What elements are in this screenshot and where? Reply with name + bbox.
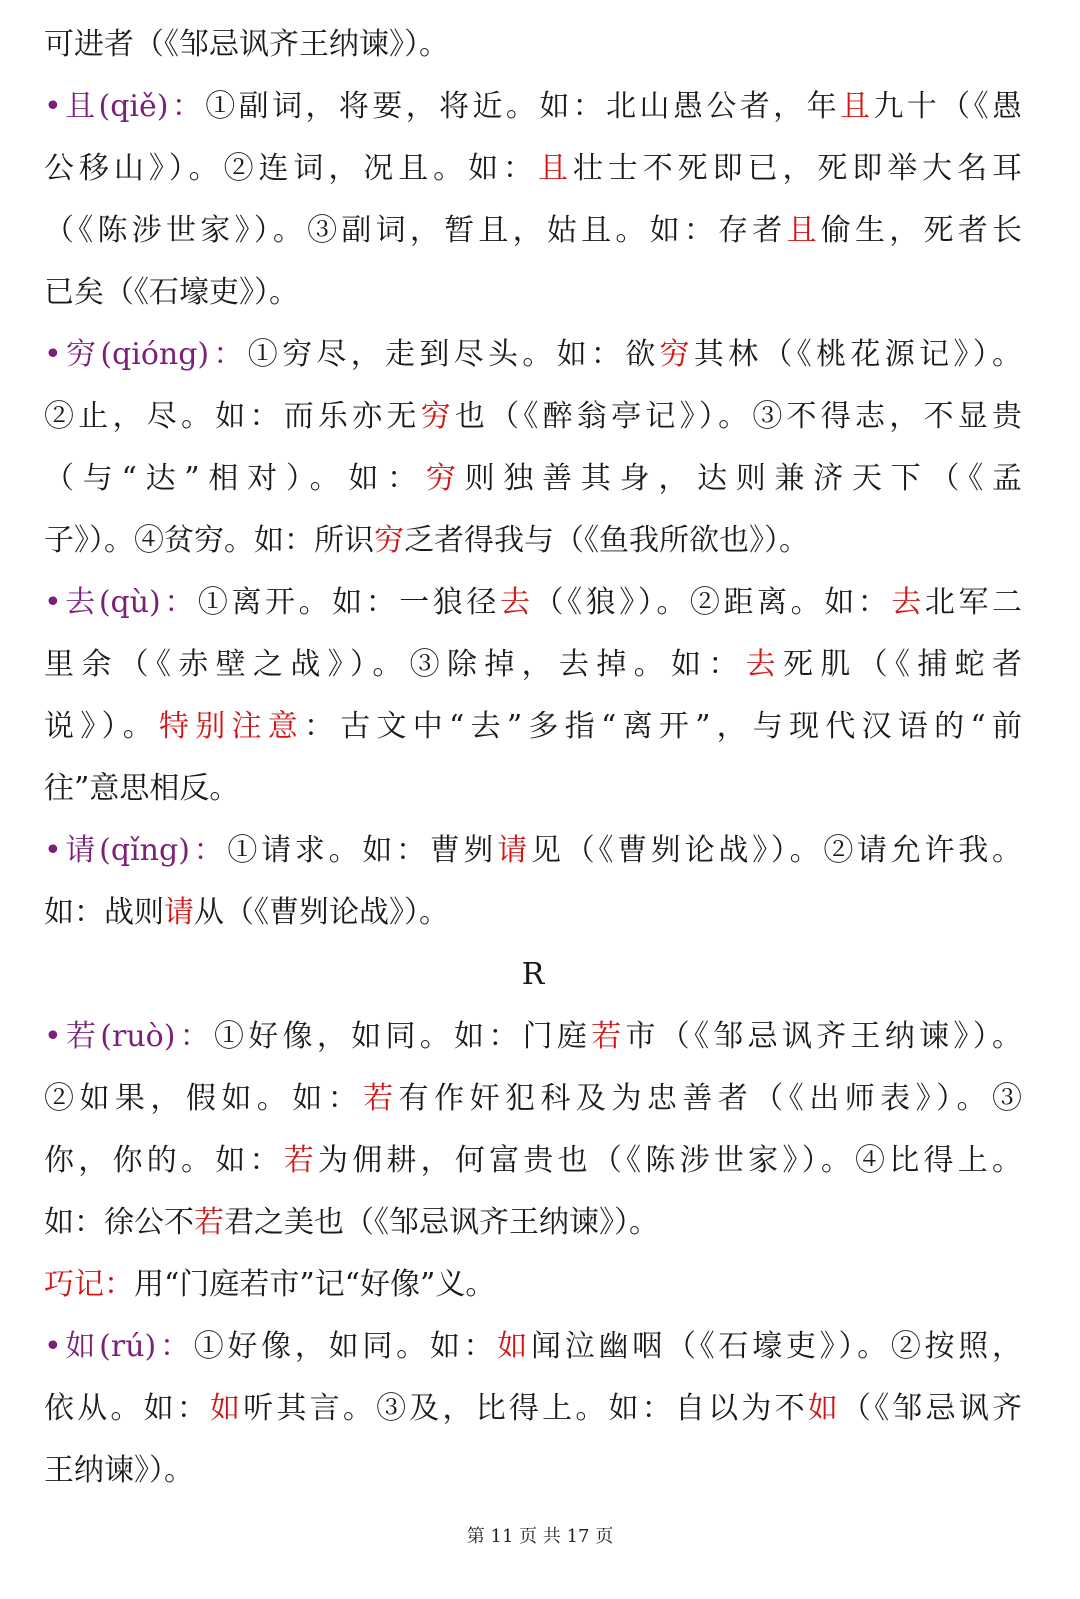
text-line: 里余（《赤壁之战》）。③除掉，去掉。如：去死肌（《捕蛇者 bbox=[44, 647, 1022, 682]
section-letter-heading: R bbox=[521, 957, 545, 992]
highlight-char: 请 bbox=[164, 895, 194, 930]
text-line: （《陈涉世家》）。③副词，暂且，姑且。如：存者且偷生，死者长 bbox=[44, 213, 1022, 248]
document-body bbox=[44, 14, 1022, 1502]
entry-qie-line: •且(qiě)：①副词，将要，将近。如：北山愚公者，年且九十（《愚 bbox=[44, 89, 1022, 124]
highlight-char: 穷 bbox=[374, 523, 404, 558]
highlight-char: 去 bbox=[891, 585, 925, 620]
highlight-char: 且 bbox=[839, 89, 874, 124]
text-line: 子》）。④贫穷。如：所识穷乏者得我与（《鱼我所欲也》）。 bbox=[44, 523, 809, 558]
entry-qu-line: •去(qù)：①离开。如：一狼径去（《狼》）。②距离。如：去北军二 bbox=[44, 585, 1022, 620]
mnemonic-line: 巧记：用“门庭若市”记“好像”义。 bbox=[44, 1267, 496, 1302]
text-line: ②如果，假如。如：若有作奸犯科及为忠善者（《出师表》）。③ bbox=[44, 1081, 1022, 1116]
mnemonic-label: 巧记： bbox=[44, 1267, 134, 1302]
entry-qing-line: •请(qǐng)：①请求。如：曹刿请见（《曹刿论战》）。②请允许我。 bbox=[44, 833, 1022, 868]
headword-qing: •请(qǐng)： bbox=[44, 833, 228, 868]
highlight-char: 如 bbox=[807, 1391, 842, 1426]
entry-qiong-line: •穷(qióng)：①穷尽，走到尽头。如：欲穷其林（《桃花源记》）。 bbox=[44, 337, 1022, 372]
highlight-char: 穷 bbox=[420, 399, 455, 434]
text-line: 王纳谏》）。 bbox=[44, 1453, 194, 1488]
highlight-char: 穷 bbox=[425, 461, 465, 496]
special-note-label: 特别注意 bbox=[159, 709, 305, 744]
text-line: 可进者（《邹忌讽齐王纳谏》）。 bbox=[44, 27, 449, 62]
headword-ru: •如(rú)： bbox=[44, 1329, 194, 1364]
text-line: 如：战则请从（《曹刿论战》）。 bbox=[44, 895, 449, 930]
page-number-footer: 第 11 页 共 17 页 bbox=[466, 1526, 614, 1547]
highlight-char: 如 bbox=[210, 1391, 244, 1426]
highlight-char: 若 bbox=[283, 1143, 318, 1178]
text-line: 你，你的。如：若为佣耕，何富贵也（《陈涉世家》）。④比得上。 bbox=[44, 1143, 1022, 1178]
highlight-char: 且 bbox=[786, 213, 821, 248]
text-line: 如：徐公不若君之美也（《邹忌讽齐王纳谏》）。 bbox=[44, 1205, 659, 1240]
text-line: 说》）。特别注意：古文中“去”多指“离开”，与现代汉语的“前 bbox=[44, 709, 1022, 744]
text-line: 依从。如：如听其言。③及，比得上。如：自以为不如（《邹忌讽齐 bbox=[44, 1391, 1022, 1426]
highlight-char: 若 bbox=[591, 1019, 626, 1054]
text-line: （与“达”相对）。如：穷则独善其身，达则兼济天下（《孟 bbox=[44, 461, 1022, 496]
text-line: 公移山》）。②连词，况且。如：且壮士不死即已，死即举大名耳 bbox=[44, 151, 1022, 186]
headword-qie: •且(qiě)： bbox=[44, 89, 206, 124]
text-line: 已矣（《石壕吏》）。 bbox=[44, 275, 299, 310]
headword-qu: •去(qù)： bbox=[44, 585, 198, 620]
highlight-char: 若 bbox=[194, 1205, 224, 1240]
highlight-char: 如 bbox=[497, 1329, 532, 1364]
entry-ru-line: •如(rú)：①好像，如同。如：如闻泣幽咽（《石壕吏》）。②按照， bbox=[44, 1329, 1022, 1364]
highlight-char: 若 bbox=[363, 1081, 399, 1116]
highlight-char: 去 bbox=[499, 585, 534, 620]
highlight-char: 且 bbox=[537, 151, 573, 186]
headword-qiong: •穷(qióng)： bbox=[44, 337, 248, 372]
highlight-char: 请 bbox=[497, 833, 531, 868]
highlight-char: 穷 bbox=[659, 337, 694, 372]
headword-ruo: •若(ruò)： bbox=[44, 1019, 214, 1054]
entry-ruo-line: •若(ruò)：①好像，如同。如：门庭若市（《邹忌讽齐王纳谏》）。 bbox=[44, 1019, 1022, 1054]
highlight-char: 去 bbox=[745, 647, 784, 682]
text-line: ②止，尽。如：而乐亦无穷也（《醉翁亭记》）。③不得志，不显贵 bbox=[44, 399, 1022, 434]
text-line: 往”意思相反。 bbox=[44, 771, 240, 806]
